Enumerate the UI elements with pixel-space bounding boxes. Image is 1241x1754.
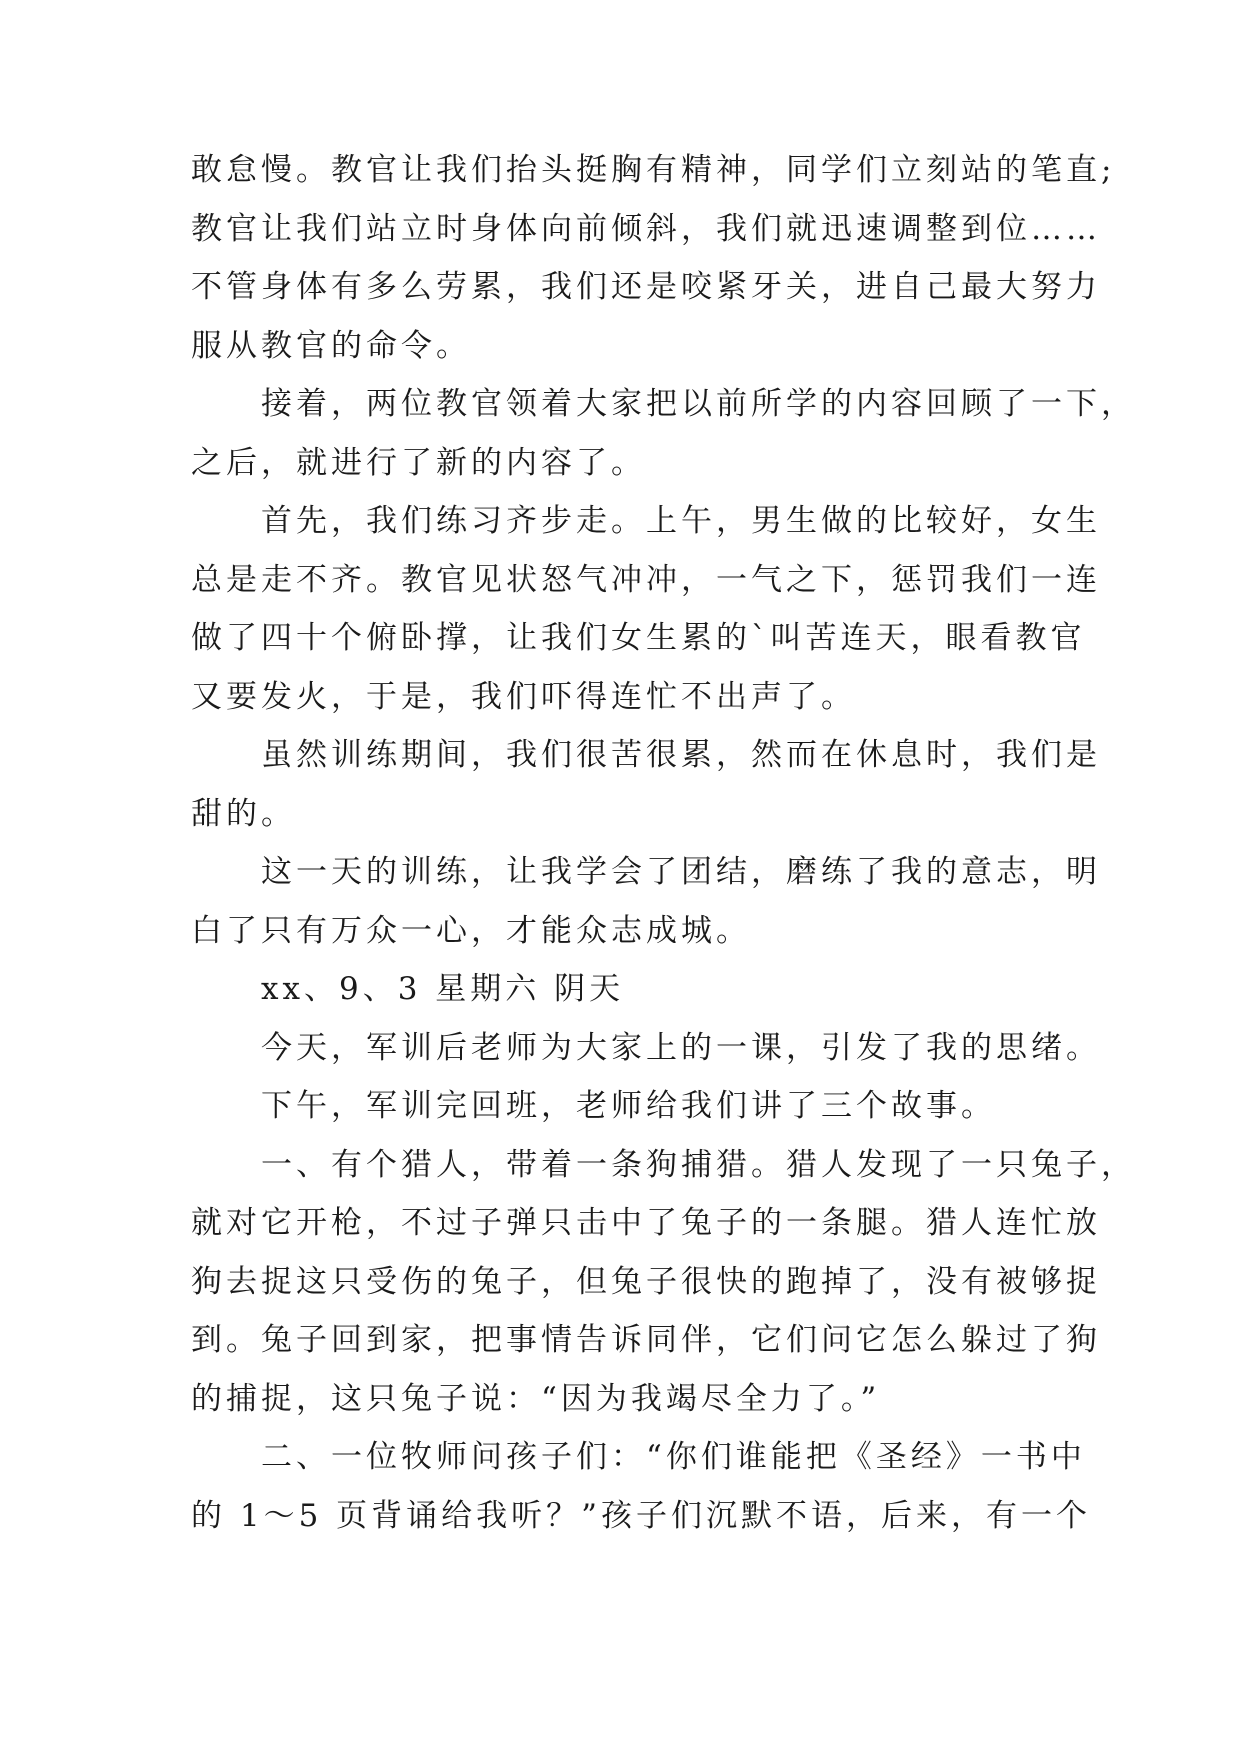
text-line: 做了四十个俯卧撑，让我们女生累的`叫苦连天，眼看教官 — [191, 620, 1086, 656]
text-line: 服从教官的命令。 — [191, 327, 471, 364]
text-line: 首先，我们练习齐步走。上午，男生做的比较好，女生 — [261, 503, 1101, 539]
text-line: 甜的。 — [191, 795, 296, 832]
text-line: 总是走不齐。教官见状怒气冲冲，一气之下，惩罚我们一连 — [191, 561, 1101, 598]
text-line: 狗去捉这只受伤的兔子，但兔子很快的跑掉了，没有被够捉 — [191, 1263, 1101, 1300]
text-line: 不管身体有多么劳累，我们还是咬紧牙关，进自己最大努力 — [191, 269, 1101, 305]
date-line: xx、9、3 星期六 阴天 — [261, 971, 625, 1007]
text-line: 一、有个猎人，带着一条狗捕猎。猎人发现了一只兔子， — [261, 1146, 1136, 1183]
text-line: 白了只有万众一心，才能众志成城。 — [191, 912, 751, 949]
text-line: 二、一位牧师问孩子们：“你们谁能把《圣经》一书中 — [261, 1439, 1086, 1475]
text-line: 的捕捉，这只兔子说：“因为我竭尽全力了。” — [191, 1380, 881, 1417]
text-line: 的 1～5 页背诵给我听？”孩子们沉默不语，后来，有一个 — [191, 1497, 1091, 1534]
text-line: 又要发火，于是，我们吓得连忙不出声了。 — [191, 678, 856, 715]
text-line: 这一天的训练，让我学会了团结，磨练了我的意志，明 — [261, 854, 1101, 890]
document-page — [191, 141, 1136, 1545]
text-line: 教官让我们站立时身体向前倾斜，我们就迅速调整到位…… — [191, 210, 1101, 247]
text-line: 之后，就进行了新的内容了。 — [191, 444, 646, 481]
text-line: 就对它开枪，不过子弹只击中了兔子的一条腿。猎人连忙放 — [191, 1205, 1101, 1241]
text-line: 今天，军训后老师为大家上的一课，引发了我的思绪。 — [261, 1029, 1101, 1066]
text-line: 敢怠慢。教官让我们抬头挺胸有精神，同学们立刻站的笔直; — [191, 152, 1116, 188]
text-line: 虽然训练期间，我们很苦很累，然而在休息时，我们是 — [261, 737, 1101, 773]
text-line: 接着，两位教官领着大家把以前所学的内容回顾了一下， — [261, 386, 1136, 422]
text-line: 到。兔子回到家，把事情告诉同伴，它们问它怎么躲过了狗 — [191, 1322, 1101, 1358]
text-line: 下午，军训完回班，老师给我们讲了三个故事。 — [261, 1088, 996, 1124]
